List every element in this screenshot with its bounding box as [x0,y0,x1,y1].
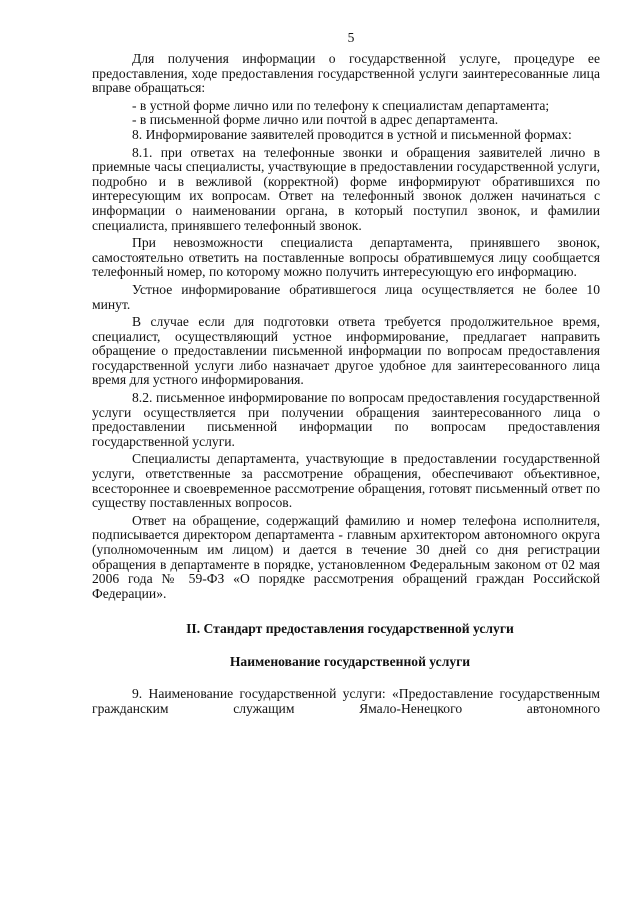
paragraph-answer-signing: Ответ на обращение, содержащий фамилию и номер телефона исполнителя, подписывается директором департамента - главным архитектором автономного округа (уполномоченным им лицом) и дается в течение 30 дней со дня регистрации обращения в департаменте в порядке, установленном Федеральным законом от 02 мая 2006 года № 59-ФЗ «О порядке рассмотрения обращений граждан Российской Федерации». [92,512,600,601]
section-heading: II. Стандарт предоставления государственной услуги [186,621,514,637]
paragraph-info-request: Для получения информации о государственной услуге, процедуре ее предоставления, ходе предоставления государственной услуги заинтересованные лица вправе обращаться: [92,51,600,96]
paragraph-written-form: - в письменной форме лично или почтой в адрес департамента. [132,112,499,128]
paragraph-item-8-2: 8.2. письменное информирование по вопросам предоставления государственной услуги осуществляется при получении обращения заинтересованного лица о предоставлении письменной информации по вопросам предоставления государственной услуги. [92,390,600,449]
paragraph-item-9: 9. Наименование государственной услуги: «Предоставление государственным гражданским служащим Ямало-Ненецкого автономного [92,686,600,716]
paragraph-phone-number: При невозможности специалиста департамента, принявшего звонок, самостоятельно ответить на поставленные вопросы обратившемуся лицу сообщается телефонный номер, по которому можно получить интересующую его информацию. [92,235,600,280]
subsection-heading: Наименование государственной услуги [229,654,471,670]
paragraph-long-answer: В случае если для подготовки ответа требуется продолжительное время, специалист, осуществляющий устное информирование, предлагает направить обращение о предоставлении письменной информации по вопросам предоставления государственной услуги либо назначает другое удобное для заинтересованного лица время для устного информирования. [92,314,600,388]
page-number: 5 [347,30,355,45]
paragraph-oral-form: - в устной форме лично или по телефону к специалистам департамента; [132,97,550,113]
paragraph-specialists: Специалисты департамента, участвующие в предоставлении государственной услуги, ответственные за рассмотрение обращения, обеспечивают объективное, всестороннее и своевременное рассмотрение обращения, готовят письменный ответ по существу поставленных вопросов. [92,451,600,511]
paragraph-item-8: 8. Информирование заявителей проводится в устной и письменной формах: [132,126,572,142]
paragraph-item-8-1: 8.1. при ответах на телефонные звонки и обращения заявителей лично в приемные часы специалисты, участвующие в предоставлении государственной услуги, подробно и в вежливой (корректной) форме информируют обратившихся по интересующим их вопросам. Ответ на телефонный звонок должен начинаться с информации о наименовании органа, в который поступил звонок, и фамилии специалиста, принявшего телефонный звонок. [92,144,600,233]
paragraph-oral-duration: Устное информирование обратившегося лица осуществляется не более 10 минут. [92,281,600,312]
